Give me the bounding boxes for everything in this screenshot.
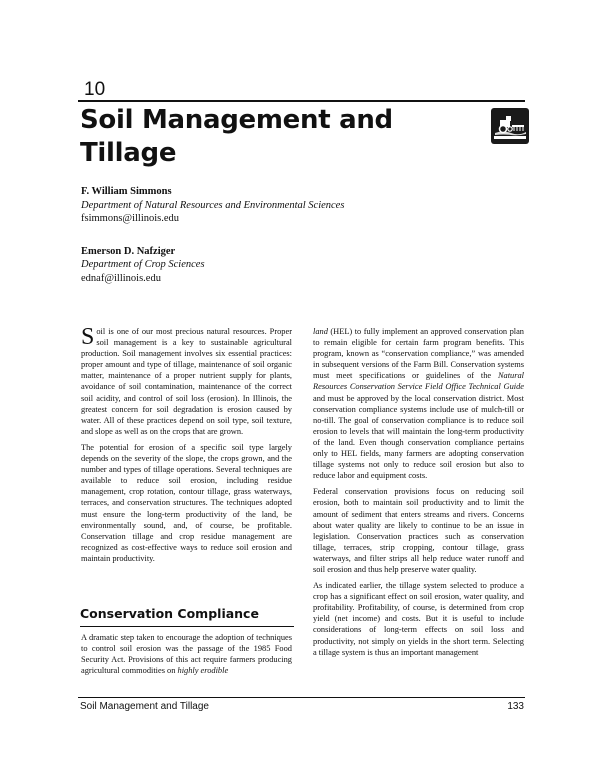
right-column bbox=[313, 326, 524, 663]
header-rule bbox=[78, 100, 525, 102]
author-department: Department of Natural Resources and Environmental Sciences bbox=[81, 199, 345, 211]
compliance-italic-text: highly erodible bbox=[177, 666, 229, 676]
author-name: Emerson D. Nafziger bbox=[81, 245, 176, 257]
author-list bbox=[81, 185, 501, 304]
erosion-paragraph: The potential for erosion of a specific soil type largely depends on the severity of the slope, the crops grown, and the number and types of tillage operations. Several techniques are available to reduce soil erosion, including residue management, crop rotation, contour tillage, grass waterways, terraces, and conservation structures. The techniques adopted must ensure the long-term productivity of the land, be environmentally sound, and, of course, be profitable. Conservation tillage and crop residue management are recognized as cost-effective ways to reduce soil erosion and maintain productivity. bbox=[81, 442, 292, 563]
author-department: Department of Crop Sciences bbox=[81, 259, 205, 270]
compliance-text: A dramatic step taken to encourage the adoption of techniques to control soil erosion was the passage of the 1985 Food Security Act. Provisions of this act require farmers producing agricultural commodities on bbox=[81, 633, 292, 676]
author-entry bbox=[81, 245, 501, 286]
federal-provisions-paragraph: Federal conservation provisions focus on reducing soil erosion, both to maintain soil productivity and to limit the amount of sediment that enters streams and rivers. Concerns about water quality are likely to continue to be an issue in legislation. Conservation practices such as conservation tillage, terraces, strip cropping, contour tillage, grass waterways, and filter strips all help reduce water runoff and soil erosion and thus help preserve water quality. bbox=[313, 487, 524, 574]
author-entry bbox=[81, 185, 501, 226]
compliance-text-part2: and must be approved by the local conservation district. Most conservation compliance systems include use of mulch-till or no-till. The goal of conservation compliance is to reduce soil erosion to levels that will maintain the long-term productivity of the land. Even though conservation compliance pertains only to HEL fields, many farmers are adopting conservation tillage systems not only to reduce soil erosion but also to reduce labor and equipment costs. bbox=[313, 393, 524, 481]
author-email[interactable]: fsimmons@illinois.edu bbox=[81, 213, 180, 224]
left-column-upper bbox=[81, 326, 292, 569]
page-number: 133 bbox=[507, 701, 524, 712]
compliance-paragraph-continued bbox=[313, 326, 524, 481]
section-heading: Conservation Compliance bbox=[80, 606, 259, 621]
chapter-title: Soil Management and Tillage bbox=[80, 105, 393, 168]
footer-running-title: Soil Management and Tillage bbox=[80, 701, 209, 712]
tillage-tractor-icon bbox=[491, 108, 529, 144]
intro-paragraph-text: oil is one of our most precious natural resources. Proper soil management is a key to sustainable agricultural production. Soil management involves six essential practices: proper amount and type of tillage, maintenance of soil organic matter, maintenance of a proper nutrient supply for plants, avoidance of soil contamination, maintenance of the correct soil acidity, and control of soil loss (erosion). In Illinois, the greatest concern for soil degradation is erosion caused by water. All of these practices depend on soil type, soil texture, and slope as well as on the crops that are grown. bbox=[81, 327, 292, 436]
tillage-system-paragraph: As indicated earlier, the tillage system selected to produce a crop has a significant effect on soil erosion, water quality, and profitability. Profitability, of course, is determined from crop yield (net income) and costs. But it is useful to include considerations of long-term effects on soil loss and productivity, not simply on yields in the short term. Selecting a tillage system is thus an important management bbox=[313, 581, 524, 657]
author-email[interactable]: ednaf@illinois.edu bbox=[81, 272, 161, 284]
hel-italic-text: land bbox=[313, 327, 328, 336]
intro-paragraph bbox=[81, 326, 292, 437]
compliance-paragraph-start bbox=[81, 632, 292, 676]
section-rule bbox=[80, 626, 294, 627]
footer-rule bbox=[78, 697, 525, 698]
left-column-lower bbox=[81, 632, 292, 681]
drop-cap: S bbox=[81, 324, 95, 350]
chapter-number: 10 bbox=[84, 79, 106, 100]
technical-guide-italic: Natural Resources Conservation Service Field Office Technical Guide bbox=[313, 371, 524, 392]
compliance-text-part1: (HEL) to fully implement an approved conservation plan to remain eligible for certain farm program benefits. This program, known as “conservation compliance,” was amended in subsequent versions of the Farm Bill. Conservation systems must meet specifications or guidelines of the bbox=[313, 327, 524, 381]
author-name: F. William Simmons bbox=[81, 186, 172, 197]
